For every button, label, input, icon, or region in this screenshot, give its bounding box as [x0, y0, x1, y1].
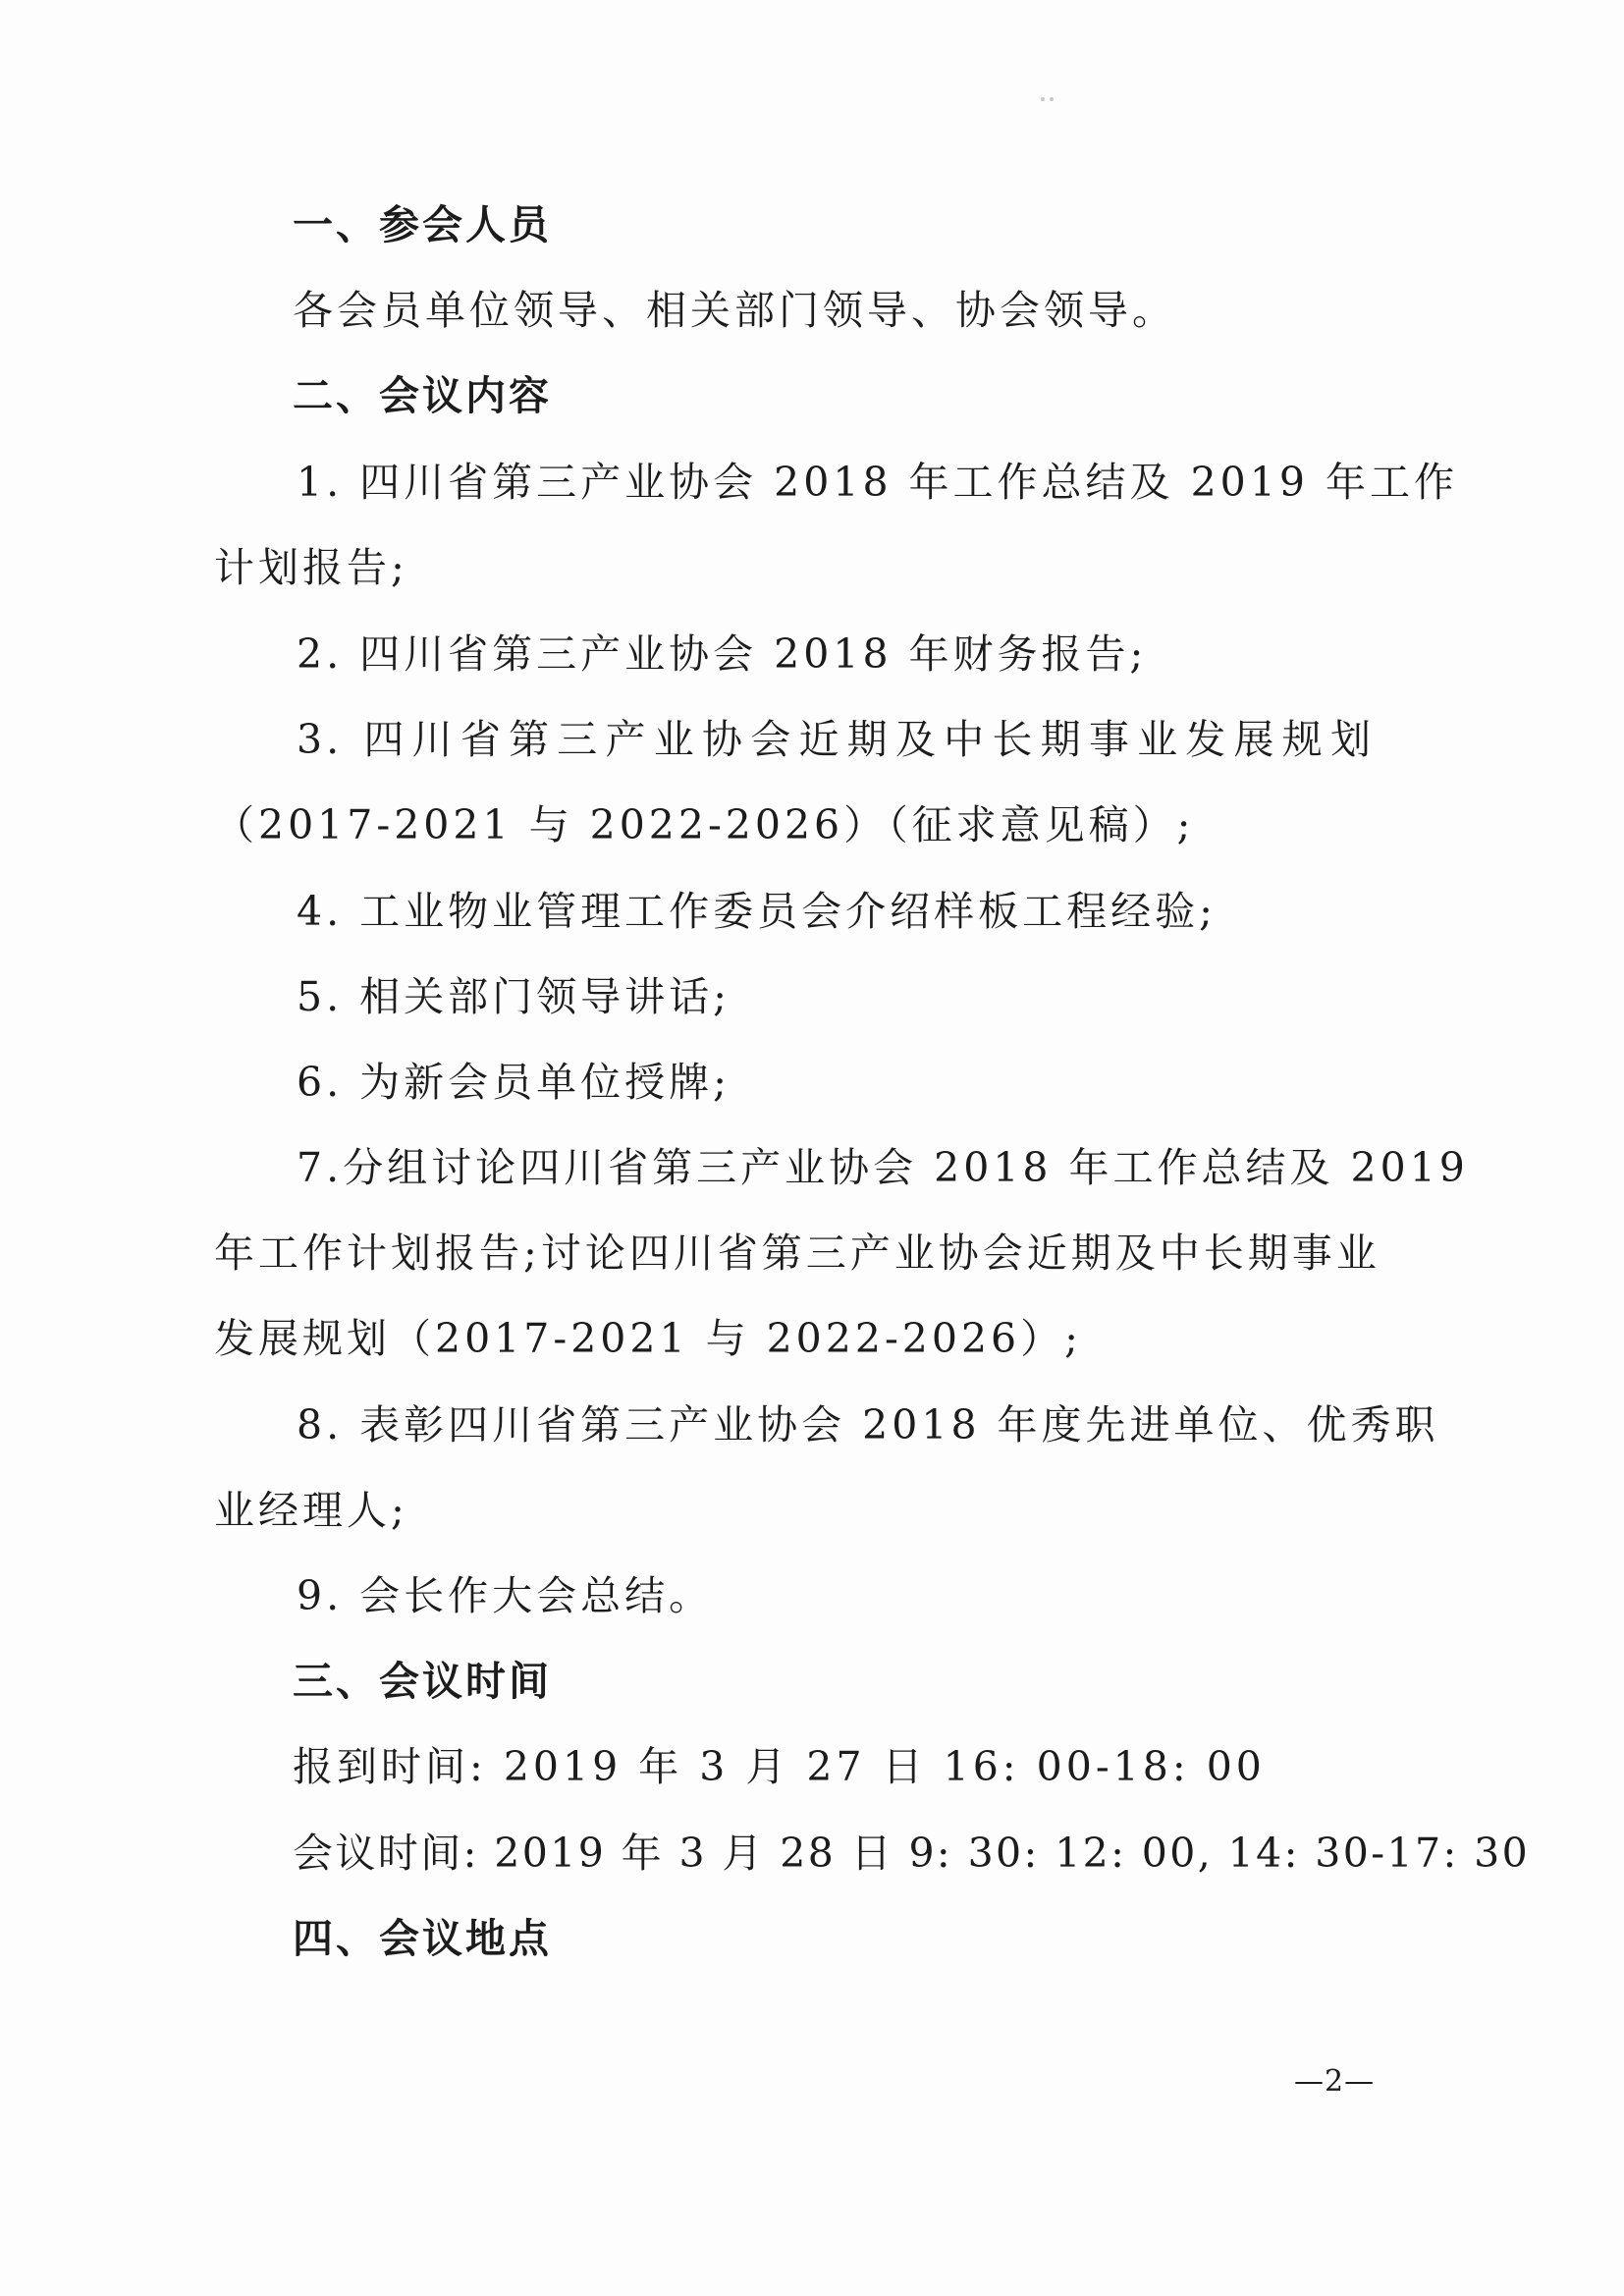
- content-item-line: 年工作计划报告;讨论四川省第三产业协会近期及中长期事业: [214, 1230, 1380, 1277]
- checkin-time: 报到时间: 2019 年 3 月 27 日 16: 00-18: 00: [293, 1743, 1266, 1790]
- content-item-line: 9. 会长作大会总结。: [297, 1572, 714, 1619]
- content-item-line: 3. 四川省第三产业协会近期及中长期事业发展规划: [297, 716, 1375, 763]
- content-item-line: 发展规划（2017-2021 与 2022-2026）;: [214, 1315, 1082, 1362]
- page-number: —2—: [1294, 2064, 1376, 2099]
- content-item-line: 5. 相关部门领导讲话;: [297, 973, 731, 1020]
- content-item-line: 8. 表彰四川省第三产业协会 2018 年度先进单位、优秀职: [297, 1401, 1439, 1449]
- section-heading-attendees: 一、参会人员: [293, 201, 552, 248]
- content-item-line: 计划报告;: [214, 544, 408, 591]
- content-item-line: 1. 四川省第三产业协会 2018 年工作总结及 2019 年工作: [297, 459, 1458, 506]
- content-item-line: 4. 工业物业管理工作委员会介绍样板工程经验;: [297, 888, 1217, 935]
- section-heading-venue: 四、会议地点: [293, 1915, 552, 1962]
- content-item-line: 6. 为新会员单位授牌;: [297, 1059, 731, 1106]
- content-item-line: （2017-2021 与 2022-2026）（征求意见稿）;: [214, 801, 1195, 848]
- meeting-time: 会议时间: 2019 年 3 月 28 日 9: 30: 12: 00, 14: 30-17: 30: [293, 1830, 1531, 1877]
- section-heading-time: 三、会议时间: [293, 1658, 552, 1705]
- attendees-body: 各会员单位领导、相关部门领导、协会领导。: [293, 287, 1176, 334]
- section-heading-content: 二、会议内容: [293, 372, 552, 419]
- scan-speck: [1041, 86, 1066, 92]
- content-item-line: 2. 四川省第三产业协会 2018 年财务报告;: [297, 630, 1148, 678]
- content-item-line: 7.分组讨论四川省第三产业协会 2018 年工作总结及 2019: [297, 1144, 1469, 1191]
- content-item-line: 业经理人;: [214, 1487, 408, 1534]
